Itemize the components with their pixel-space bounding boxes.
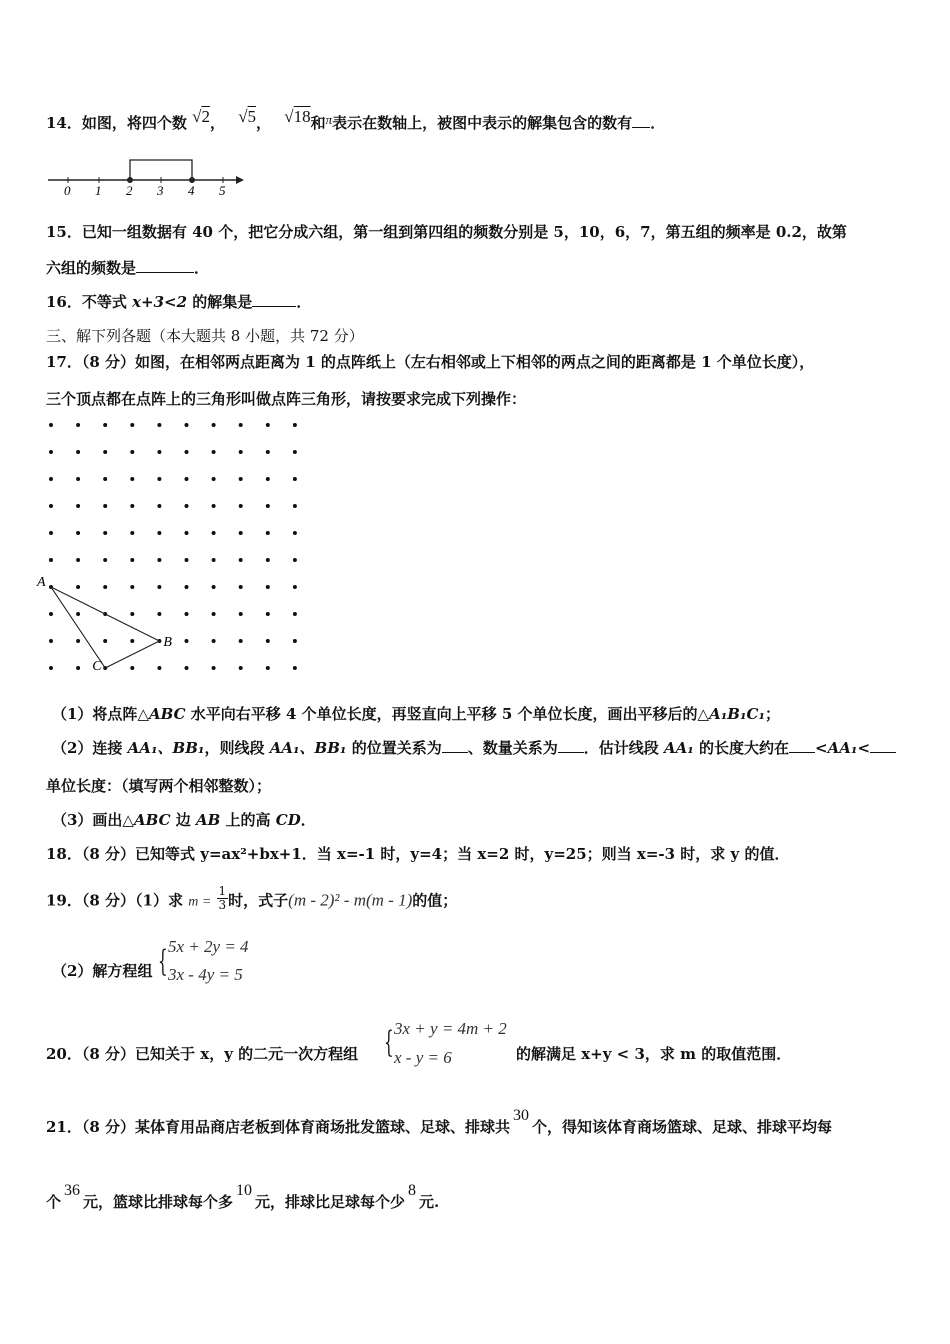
lattice-dot bbox=[130, 450, 134, 454]
lattice-dot bbox=[239, 666, 243, 670]
lattice-dot bbox=[185, 558, 189, 562]
lattice-dot bbox=[76, 612, 80, 616]
lattice-dot bbox=[130, 666, 134, 670]
brace-icon: { bbox=[158, 944, 168, 979]
lattice-dot bbox=[266, 639, 270, 643]
number-30: 30 bbox=[513, 1107, 530, 1124]
upper-bound-blank bbox=[870, 738, 896, 753]
q20-prefix: 20．（8 分）已知关于 x，y 的二元一次方程组 bbox=[46, 1045, 359, 1063]
lattice-dot bbox=[212, 585, 216, 589]
lattice-dot bbox=[266, 666, 270, 670]
lattice-dot bbox=[49, 639, 53, 643]
lattice-dot bbox=[49, 612, 53, 616]
q17-line1: 17．（8 分）如图，在相邻两点距离为 1 的点阵纸上（左右相邻或上下相邻的两点之间的距离都是 1 个单位长度）， bbox=[46, 353, 815, 371]
q14-blank bbox=[632, 113, 650, 128]
lattice-dot bbox=[76, 558, 80, 562]
lattice-dot bbox=[157, 531, 161, 535]
lattice-dot bbox=[293, 558, 297, 562]
lattice-dot bbox=[157, 477, 161, 481]
lattice-dot bbox=[293, 450, 297, 454]
lattice-dot bbox=[76, 531, 80, 535]
lattice-dot bbox=[130, 639, 134, 643]
lattice-dot bbox=[239, 477, 243, 481]
lattice-dot bbox=[49, 504, 53, 508]
lattice-dot bbox=[185, 504, 189, 508]
lattice-dot bbox=[103, 585, 107, 589]
lattice-dot bbox=[239, 558, 243, 562]
lattice-dot bbox=[293, 531, 297, 535]
lattice-dot bbox=[212, 504, 216, 508]
quantity-relation-blank bbox=[558, 738, 584, 753]
lattice-dot bbox=[103, 504, 107, 508]
number-line-tick-label: 5 bbox=[219, 183, 226, 198]
lattice-dot bbox=[266, 423, 270, 427]
vertex-label-c: C bbox=[92, 659, 102, 674]
lattice-dot bbox=[239, 531, 243, 535]
lattice-dot bbox=[103, 477, 107, 481]
q21-line2: 个36元，篮球比排球每个多10元，排球比足球每个少8元. bbox=[46, 1182, 440, 1211]
lattice-dot bbox=[130, 423, 134, 427]
lattice-dot bbox=[130, 612, 134, 616]
lattice-dot bbox=[293, 423, 297, 427]
q19-part2-label: （2）解方程组 bbox=[52, 962, 153, 980]
q17-part3: （3）画出△ABC 边 AB 上的高 CD． bbox=[52, 811, 316, 829]
q17-part2-cont: 单位长度：（填写两个相邻整数）； bbox=[46, 777, 272, 795]
lattice-dot bbox=[212, 477, 216, 481]
lattice-dot bbox=[239, 423, 243, 427]
lattice-dot bbox=[76, 423, 80, 427]
lattice-dot bbox=[293, 639, 297, 643]
lattice-dot bbox=[103, 450, 107, 454]
q16-blank bbox=[252, 292, 296, 307]
q17-part1: （1）将点阵△ABC 水平向右平移 4 个单位长度，再竖直向上平移 5 个单位长度，画出平移后的△A₁B₁C₁； bbox=[52, 705, 781, 723]
lattice-dot bbox=[157, 504, 161, 508]
q17-line2: 三个顶点都在点阵上的三角形叫做点阵三角形，请按要求完成下列操作： bbox=[46, 390, 527, 408]
lattice-dot bbox=[266, 531, 270, 535]
lattice-dot bbox=[76, 477, 80, 481]
lattice-dot bbox=[212, 639, 216, 643]
lattice-dot bbox=[293, 504, 297, 508]
lattice-dot bbox=[266, 504, 270, 508]
lattice-dot bbox=[266, 450, 270, 454]
lattice-dot bbox=[212, 450, 216, 454]
lattice-dot bbox=[130, 558, 134, 562]
q21-line1: 21．（8 分）某体育用品商店老板到体育商场批发篮球、足球、排球共30个，得知该体育商场篮球、足球、排球平均每 bbox=[46, 1107, 833, 1136]
lattice-dot bbox=[185, 639, 189, 643]
triangle-abc bbox=[51, 587, 159, 668]
lattice-dot bbox=[103, 531, 107, 535]
section-3-heading: 三、解下列各题（本大题共 8 小题，共 72 分） bbox=[46, 327, 364, 345]
lattice-dot bbox=[239, 639, 243, 643]
q14-line: 14．如图，将四个数 √2， √5， √18和π表示在数轴上，被图中表示的解集包含的数有 ． bbox=[46, 107, 666, 132]
lattice-dot bbox=[239, 612, 243, 616]
lattice-dot bbox=[212, 612, 216, 616]
expression: (m - 2)² - m(m - 1) bbox=[288, 890, 413, 910]
number-line-tick-label: 0 bbox=[64, 183, 71, 198]
vertex-label-a: A bbox=[37, 575, 46, 590]
lattice-dot bbox=[212, 423, 216, 427]
q20-eq1: 3x + y = 4m + 2 bbox=[394, 1019, 507, 1038]
lattice-dot bbox=[49, 477, 53, 481]
lattice-dot bbox=[130, 531, 134, 535]
q15-line1: 15．已知一组数据有 40 个，把它分成六组，第一组到第四组的频数分别是 5，10，6，7，第五组的频率是 0.2，故第 bbox=[46, 223, 847, 241]
lattice-dot bbox=[185, 477, 189, 481]
brace-icon: { bbox=[384, 1025, 394, 1060]
q19-eq1: 5x + 2y = 4 bbox=[168, 937, 249, 956]
lattice-dot bbox=[130, 477, 134, 481]
lattice-dot bbox=[293, 666, 297, 670]
lattice-dot bbox=[130, 585, 134, 589]
vertex-label-b: B bbox=[163, 635, 172, 650]
lattice-dot bbox=[212, 666, 216, 670]
lattice-dot bbox=[157, 585, 161, 589]
number-line-tick-label: 2 bbox=[126, 183, 133, 198]
m-equals: m = bbox=[188, 894, 212, 910]
q19-part1: 19．（8 分）（1）求 m = $\frac{1}{3}$ 时，式子(m - 2)² - m(m - 1)的值； bbox=[46, 884, 458, 912]
number-8: 8 bbox=[408, 1182, 417, 1199]
lattice-dot bbox=[103, 639, 107, 643]
lattice-dot bbox=[76, 450, 80, 454]
lattice-dot bbox=[293, 612, 297, 616]
position-relation-blank bbox=[442, 738, 468, 753]
lattice-dot bbox=[212, 531, 216, 535]
lattice-dot bbox=[49, 450, 53, 454]
q17-part2: （2）连接 AA₁、BB₁，则线段 AA₁、BB₁ 的位置关系为 、数量关系为 ．估计线段 AA₁ 的长度大约在 <AA₁< bbox=[52, 738, 896, 758]
number-10: 10 bbox=[236, 1182, 253, 1199]
lattice-dot bbox=[185, 585, 189, 589]
lattice-dot bbox=[239, 450, 243, 454]
q20-suffix: 的解满足 x+y < 3，求 m 的取值范围． bbox=[516, 1045, 792, 1063]
number-line-tick-label: 4 bbox=[188, 183, 195, 198]
inequality: x+3<2 bbox=[132, 293, 188, 311]
lattice-dot bbox=[157, 558, 161, 562]
lattice-dot bbox=[157, 666, 161, 670]
lattice-dot bbox=[103, 558, 107, 562]
lattice-dot bbox=[103, 423, 107, 427]
lattice-dot bbox=[185, 423, 189, 427]
lattice-dot bbox=[76, 666, 80, 670]
q18-line: 18．（8 分）已知等式 y=ax²+bx+1．当 x=-1 时，y=4；当 x=2 时，y=25；则当 x=-3 时，求 y 的值． bbox=[46, 845, 790, 863]
lattice-dot bbox=[49, 666, 53, 670]
pi-symbol: π bbox=[325, 112, 333, 127]
lattice-dot bbox=[185, 531, 189, 535]
dot-lattice-figure bbox=[37, 414, 320, 684]
sqrt-5: √5 bbox=[238, 107, 257, 126]
lattice-dot bbox=[130, 504, 134, 508]
sqrt-2: √2 bbox=[192, 107, 210, 126]
fraction-one-third: $\frac{1}{3}$ bbox=[218, 884, 227, 912]
number-line bbox=[44, 150, 244, 198]
lattice-dot bbox=[185, 450, 189, 454]
lattice-dot bbox=[157, 423, 161, 427]
q20-eq2: x - y = 6 bbox=[394, 1048, 452, 1067]
lattice-dot bbox=[293, 585, 297, 589]
q15-line2: 六组的频数是 ． bbox=[46, 259, 210, 277]
lattice-dot bbox=[157, 612, 161, 616]
number-line-tick-label: 1 bbox=[95, 183, 102, 198]
lattice-dot bbox=[212, 558, 216, 562]
lattice-dot bbox=[266, 585, 270, 589]
lattice-dot bbox=[266, 612, 270, 616]
lattice-dot bbox=[239, 585, 243, 589]
lattice-dot bbox=[49, 531, 53, 535]
q16-line: 16．不等式 x+3<2 的解集是 ． bbox=[46, 293, 312, 311]
lattice-dot bbox=[185, 666, 189, 670]
lattice-dot bbox=[185, 612, 189, 616]
q15-blank bbox=[136, 258, 194, 273]
lattice-dot bbox=[293, 477, 297, 481]
lattice-dot bbox=[76, 639, 80, 643]
arrow-icon bbox=[236, 176, 244, 184]
number-line-tick-label: 3 bbox=[157, 183, 164, 198]
lattice-dot bbox=[266, 477, 270, 481]
sqrt-18: √18 bbox=[284, 107, 311, 126]
lattice-dot bbox=[239, 504, 243, 508]
lattice-dot bbox=[157, 450, 161, 454]
lattice-dot bbox=[76, 504, 80, 508]
q19-eq2: 3x - 4y = 5 bbox=[168, 965, 243, 984]
number-36: 36 bbox=[64, 1182, 81, 1199]
lattice-dot bbox=[76, 585, 80, 589]
lower-bound-blank bbox=[789, 738, 815, 753]
lattice-dot bbox=[49, 558, 53, 562]
lattice-dot bbox=[266, 558, 270, 562]
lattice-dot bbox=[49, 423, 53, 427]
